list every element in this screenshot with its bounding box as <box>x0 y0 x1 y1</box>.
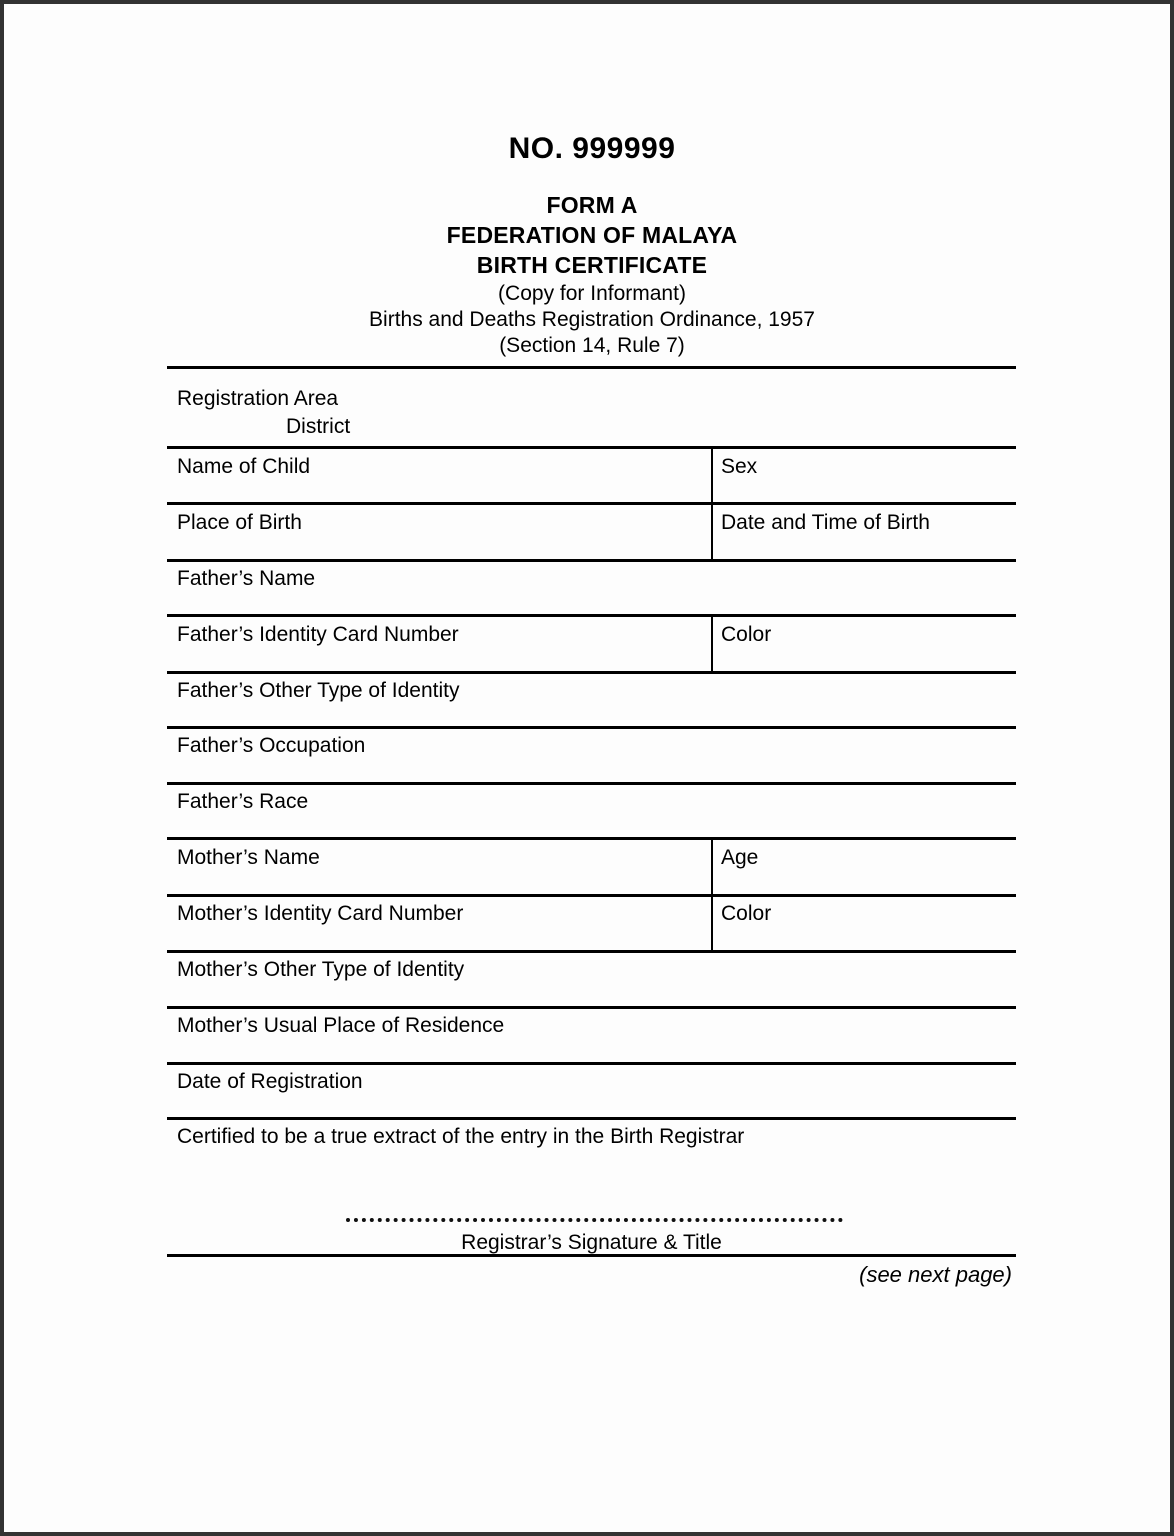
label-name-of-child: Name of Child <box>177 455 311 478</box>
column-divider <box>711 446 713 559</box>
label-mothers-other-type-of-identity: Mother’s Other Type of Identity <box>177 958 465 981</box>
see-next-page-note: (see next page) <box>859 1262 1012 1287</box>
table-rule <box>167 502 1016 505</box>
table-rule <box>167 782 1016 785</box>
label-mothers-usual-place-of-residence: Mother’s Usual Place of Residence <box>177 1014 505 1037</box>
signature-caption: Registrar’s Signature & Title <box>461 1231 722 1254</box>
table-rule <box>167 1254 1016 1257</box>
label-date-and-time-of-birth: Date and Time of Birth <box>721 511 930 534</box>
document-type: BIRTH CERTIFICATE <box>476 251 708 278</box>
label-mothers-identity-card-number: Mother’s Identity Card Number <box>177 902 464 925</box>
table-rule <box>167 894 1016 897</box>
table-rule <box>167 1006 1016 1009</box>
label-fathers-race: Father’s Race <box>177 790 309 813</box>
table-rule <box>167 559 1016 562</box>
issuing-authority: FEDERATION OF MALAYA <box>446 221 738 248</box>
table-rule <box>167 837 1016 840</box>
certificate-header <box>167 132 1017 359</box>
certification-statement: Certified to be a true extract of the entry in the Birth Registrar <box>177 1125 745 1148</box>
table-rule <box>167 1062 1016 1065</box>
label-registration-area: Registration Area <box>177 387 339 410</box>
table-rule <box>167 671 1016 674</box>
label-mothers-color: Color <box>721 902 772 925</box>
ordinance-reference: Births and Deaths Registration Ordinance, 1957 <box>369 307 815 331</box>
label-fathers-occupation: Father’s Occupation <box>177 734 366 757</box>
label-fathers-identity-card-number: Father’s Identity Card Number <box>177 623 459 646</box>
label-place-of-birth: Place of Birth <box>177 511 302 534</box>
column-divider <box>711 614 713 671</box>
label-mothers-age: Age <box>721 846 759 869</box>
section-rule-reference: (Section 14, Rule 7) <box>499 333 685 357</box>
column-divider <box>711 837 713 950</box>
table-rule <box>167 614 1016 617</box>
table-rule <box>167 366 1016 369</box>
label-date-of-registration: Date of Registration <box>177 1070 363 1093</box>
label-fathers-name: Father’s Name <box>177 567 316 590</box>
table-rule <box>167 726 1016 729</box>
label-fathers-other-type-of-identity: Father’s Other Type of Identity <box>177 679 460 702</box>
label-fathers-color: Color <box>721 623 772 646</box>
signature-dotted-line <box>346 1218 843 1222</box>
certificate-number: NO. 999999 <box>508 132 676 165</box>
form-name: FORM A <box>546 192 638 218</box>
table-rule <box>167 950 1016 953</box>
copy-note: (Copy for Informant) <box>498 281 686 305</box>
table-rule <box>167 1117 1016 1120</box>
label-sex: Sex <box>721 455 758 478</box>
label-mothers-name: Mother’s Name <box>177 846 320 869</box>
certificate-page <box>4 4 1170 1532</box>
table-rule <box>167 446 1016 449</box>
title-block <box>167 191 1017 359</box>
label-district: District <box>286 415 351 438</box>
